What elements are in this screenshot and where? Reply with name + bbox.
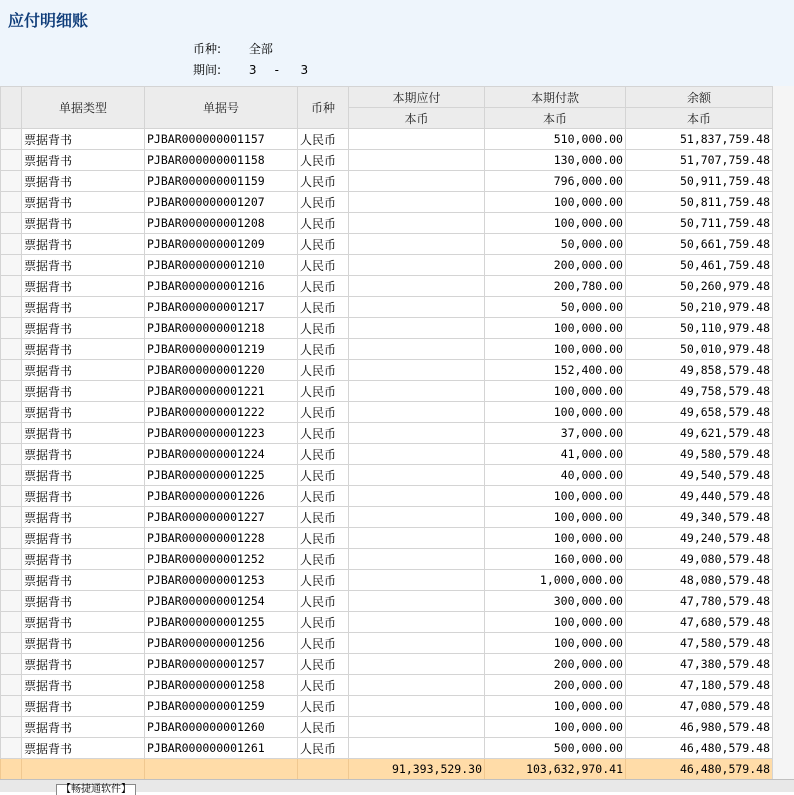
table-row[interactable] <box>1 129 773 150</box>
doc-no-cell[interactable]: PJBAR000000001218 <box>145 318 298 339</box>
currency-cell[interactable]: 人民币 <box>298 717 349 738</box>
subheader-paid-local[interactable]: 本币 <box>485 108 626 129</box>
currency-cell[interactable]: 人民币 <box>298 696 349 717</box>
doc-type-cell[interactable]: 票据背书 <box>22 549 145 570</box>
doc-no-cell[interactable]: PJBAR000000001258 <box>145 675 298 696</box>
table-row[interactable] <box>1 591 773 612</box>
currency-cell[interactable]: 人民币 <box>298 528 349 549</box>
table-row[interactable] <box>1 570 773 591</box>
table-row[interactable] <box>1 549 773 570</box>
subheader-balance-local[interactable]: 本币 <box>626 108 773 129</box>
currency-cell[interactable]: 人民币 <box>298 171 349 192</box>
balance-cell[interactable]: 50,711,759.48 <box>626 213 773 234</box>
row-selector[interactable] <box>1 654 22 675</box>
payable-cell[interactable] <box>349 612 485 633</box>
doc-type-cell[interactable]: 票据背书 <box>22 591 145 612</box>
currency-cell[interactable]: 人民币 <box>298 486 349 507</box>
paid-cell[interactable]: 100,000.00 <box>485 381 626 402</box>
balance-cell[interactable]: 49,580,579.48 <box>626 444 773 465</box>
row-selector[interactable] <box>1 738 22 759</box>
table-row[interactable] <box>1 444 773 465</box>
row-selector[interactable] <box>1 276 22 297</box>
doc-no-cell[interactable]: PJBAR000000001260 <box>145 717 298 738</box>
currency-cell[interactable]: 人民币 <box>298 507 349 528</box>
payable-cell[interactable] <box>349 150 485 171</box>
balance-cell[interactable]: 47,380,579.48 <box>626 654 773 675</box>
paid-cell[interactable]: 200,000.00 <box>485 675 626 696</box>
doc-type-cell[interactable]: 票据背书 <box>22 654 145 675</box>
doc-no-cell[interactable]: PJBAR000000001209 <box>145 234 298 255</box>
total-row-marker <box>1 759 22 780</box>
balance-cell[interactable]: 51,707,759.48 <box>626 150 773 171</box>
row-selector[interactable] <box>1 696 22 717</box>
row-selector[interactable] <box>1 297 22 318</box>
total-no-cell <box>145 759 298 780</box>
column-header-doc-type[interactable]: 单据类型 <box>22 87 145 129</box>
balance-cell[interactable]: 49,621,579.48 <box>626 423 773 444</box>
table-row[interactable] <box>1 402 773 423</box>
paid-cell[interactable]: 41,000.00 <box>485 444 626 465</box>
doc-type-cell[interactable]: 票据背书 <box>22 612 145 633</box>
currency-cell[interactable]: 人民币 <box>298 675 349 696</box>
currency-cell[interactable]: 人民币 <box>298 402 349 423</box>
paid-cell[interactable]: 200,780.00 <box>485 276 626 297</box>
doc-type-cell[interactable]: 票据背书 <box>22 402 145 423</box>
report-header <box>0 0 794 87</box>
paid-cell[interactable]: 160,000.00 <box>485 549 626 570</box>
row-selector[interactable] <box>1 150 22 171</box>
payable-cell[interactable] <box>349 318 485 339</box>
doc-type-cell[interactable]: 票据背书 <box>22 738 145 759</box>
payable-cell[interactable] <box>349 297 485 318</box>
doc-no-cell[interactable]: PJBAR000000001158 <box>145 150 298 171</box>
row-selector[interactable] <box>1 234 22 255</box>
table-row[interactable] <box>1 465 773 486</box>
table-row[interactable] <box>1 507 773 528</box>
doc-no-cell[interactable]: PJBAR000000001257 <box>145 654 298 675</box>
payable-cell[interactable] <box>349 633 485 654</box>
row-selector[interactable] <box>1 633 22 654</box>
doc-type-cell[interactable]: 票据背书 <box>22 696 145 717</box>
balance-cell[interactable]: 48,080,579.48 <box>626 570 773 591</box>
balance-cell[interactable]: 50,461,759.48 <box>626 255 773 276</box>
doc-type-cell[interactable]: 票据背书 <box>22 276 145 297</box>
period-separator: - <box>274 63 279 77</box>
payable-cell[interactable] <box>349 465 485 486</box>
balance-cell[interactable]: 50,811,759.48 <box>626 192 773 213</box>
paid-cell[interactable]: 510,000.00 <box>485 129 626 150</box>
row-selector[interactable] <box>1 423 22 444</box>
currency-cell[interactable]: 人民币 <box>298 549 349 570</box>
payable-cell[interactable] <box>349 360 485 381</box>
row-selector[interactable] <box>1 402 22 423</box>
doc-no-cell[interactable]: PJBAR000000001259 <box>145 696 298 717</box>
currency-cell[interactable]: 人民币 <box>298 381 349 402</box>
doc-type-cell[interactable]: 票据背书 <box>22 423 145 444</box>
doc-type-cell[interactable]: 票据背书 <box>22 360 145 381</box>
period-from: 3 <box>248 63 257 77</box>
table-row[interactable] <box>1 381 773 402</box>
table-row[interactable] <box>1 339 773 360</box>
row-header-corner <box>1 87 22 129</box>
table-row[interactable] <box>1 738 773 759</box>
row-selector[interactable] <box>1 360 22 381</box>
total-row <box>1 759 773 780</box>
paid-cell[interactable]: 100,000.00 <box>485 696 626 717</box>
currency-cell[interactable]: 人民币 <box>298 633 349 654</box>
paid-cell[interactable]: 50,000.00 <box>485 234 626 255</box>
paid-cell[interactable]: 37,000.00 <box>485 423 626 444</box>
currency-cell[interactable]: 人民币 <box>298 213 349 234</box>
doc-type-cell[interactable]: 票据背书 <box>22 339 145 360</box>
table-row[interactable] <box>1 213 773 234</box>
row-selector[interactable] <box>1 213 22 234</box>
doc-type-cell[interactable]: 票据背书 <box>22 234 145 255</box>
table-row[interactable] <box>1 360 773 381</box>
doc-type-cell[interactable]: 票据背书 <box>22 444 145 465</box>
balance-cell[interactable]: 47,580,579.48 <box>626 633 773 654</box>
currency-cell[interactable]: 人民币 <box>298 738 349 759</box>
table-row[interactable] <box>1 276 773 297</box>
balance-cell[interactable]: 47,180,579.48 <box>626 675 773 696</box>
currency-value: 全部 <box>248 42 273 56</box>
paid-cell[interactable]: 300,000.00 <box>485 591 626 612</box>
total-currency-cell <box>298 759 349 780</box>
doc-type-cell[interactable]: 票据背书 <box>22 318 145 339</box>
doc-no-cell[interactable]: PJBAR000000001256 <box>145 633 298 654</box>
table-row[interactable] <box>1 612 773 633</box>
doc-no-cell[interactable]: PJBAR000000001220 <box>145 360 298 381</box>
paid-cell[interactable]: 100,000.00 <box>485 339 626 360</box>
currency-cell[interactable]: 人民币 <box>298 318 349 339</box>
balance-cell[interactable]: 50,661,759.48 <box>626 234 773 255</box>
period-label: 期间: <box>193 63 222 77</box>
currency-cell[interactable]: 人民币 <box>298 255 349 276</box>
payable-cell[interactable] <box>349 696 485 717</box>
period-filter <box>193 61 308 78</box>
doc-no-cell[interactable]: PJBAR000000001207 <box>145 192 298 213</box>
doc-no-cell[interactable]: PJBAR000000001221 <box>145 381 298 402</box>
payable-cell[interactable] <box>349 591 485 612</box>
balance-cell[interactable]: 49,240,579.48 <box>626 528 773 549</box>
doc-type-cell[interactable]: 票据背书 <box>22 570 145 591</box>
balance-cell[interactable]: 50,260,979.48 <box>626 276 773 297</box>
doc-no-cell[interactable]: PJBAR000000001222 <box>145 402 298 423</box>
doc-type-cell[interactable]: 票据背书 <box>22 192 145 213</box>
column-header-payable[interactable]: 本期应付 <box>349 87 485 108</box>
currency-cell[interactable]: 人民币 <box>298 192 349 213</box>
payable-cell[interactable] <box>349 738 485 759</box>
table-row[interactable] <box>1 717 773 738</box>
balance-cell[interactable]: 46,480,579.48 <box>626 738 773 759</box>
doc-no-cell[interactable]: PJBAR000000001252 <box>145 549 298 570</box>
row-selector[interactable] <box>1 507 22 528</box>
table-row[interactable] <box>1 192 773 213</box>
row-selector[interactable] <box>1 339 22 360</box>
doc-no-cell[interactable]: PJBAR000000001210 <box>145 255 298 276</box>
paid-cell[interactable]: 100,000.00 <box>485 486 626 507</box>
doc-type-cell[interactable]: 票据背书 <box>22 213 145 234</box>
currency-cell[interactable]: 人民币 <box>298 423 349 444</box>
paid-cell[interactable]: 100,000.00 <box>485 612 626 633</box>
doc-type-cell[interactable]: 票据背书 <box>22 297 145 318</box>
payable-cell[interactable] <box>349 444 485 465</box>
balance-cell[interactable]: 50,110,979.48 <box>626 318 773 339</box>
table-row[interactable] <box>1 654 773 675</box>
table-row[interactable] <box>1 486 773 507</box>
row-selector[interactable] <box>1 717 22 738</box>
payable-cell[interactable] <box>349 192 485 213</box>
total-type-cell <box>22 759 145 780</box>
balance-cell[interactable]: 51,837,759.48 <box>626 129 773 150</box>
table-row[interactable] <box>1 423 773 444</box>
row-selector[interactable] <box>1 255 22 276</box>
currency-cell[interactable]: 人民币 <box>298 612 349 633</box>
balance-cell[interactable]: 47,680,579.48 <box>626 612 773 633</box>
paid-cell[interactable]: 100,000.00 <box>485 528 626 549</box>
payable-cell[interactable] <box>349 213 485 234</box>
doc-type-cell[interactable]: 票据背书 <box>22 381 145 402</box>
payable-cell[interactable] <box>349 528 485 549</box>
row-selector[interactable] <box>1 465 22 486</box>
payable-cell[interactable] <box>349 717 485 738</box>
balance-cell[interactable]: 50,210,979.48 <box>626 297 773 318</box>
column-header-balance[interactable]: 余额 <box>626 87 773 108</box>
payable-cell[interactable] <box>349 171 485 192</box>
column-header-paid[interactable]: 本期付款 <box>485 87 626 108</box>
payable-cell[interactable] <box>349 381 485 402</box>
paid-cell[interactable]: 200,000.00 <box>485 255 626 276</box>
currency-label: 币种: <box>193 42 222 56</box>
payable-cell[interactable] <box>349 402 485 423</box>
payable-cell[interactable] <box>349 276 485 297</box>
paid-cell[interactable]: 500,000.00 <box>485 738 626 759</box>
paid-cell[interactable]: 100,000.00 <box>485 192 626 213</box>
paid-cell[interactable]: 152,400.00 <box>485 360 626 381</box>
balance-cell[interactable]: 47,780,579.48 <box>626 591 773 612</box>
currency-cell[interactable]: 人民币 <box>298 234 349 255</box>
currency-cell[interactable]: 人民币 <box>298 591 349 612</box>
balance-cell[interactable]: 49,540,579.48 <box>626 465 773 486</box>
row-selector[interactable] <box>1 192 22 213</box>
doc-no-cell[interactable]: PJBAR000000001227 <box>145 507 298 528</box>
payable-cell[interactable] <box>349 234 485 255</box>
row-selector[interactable] <box>1 444 22 465</box>
doc-no-cell[interactable]: PJBAR000000001216 <box>145 276 298 297</box>
balance-cell[interactable]: 49,758,579.48 <box>626 381 773 402</box>
currency-cell[interactable]: 人民币 <box>298 654 349 675</box>
doc-no-cell[interactable]: PJBAR000000001228 <box>145 528 298 549</box>
table-row[interactable] <box>1 234 773 255</box>
paid-cell[interactable]: 100,000.00 <box>485 402 626 423</box>
column-header-doc-no[interactable]: 单据号 <box>145 87 298 129</box>
table-row[interactable] <box>1 150 773 171</box>
doc-type-cell[interactable]: 票据背书 <box>22 171 145 192</box>
balance-cell[interactable]: 49,080,579.48 <box>626 549 773 570</box>
payable-cell[interactable] <box>349 675 485 696</box>
doc-type-cell[interactable]: 票据背书 <box>22 150 145 171</box>
doc-no-cell[interactable]: PJBAR000000001261 <box>145 738 298 759</box>
balance-cell[interactable]: 50,911,759.48 <box>626 171 773 192</box>
paid-cell[interactable]: 100,000.00 <box>485 717 626 738</box>
payable-cell[interactable] <box>349 423 485 444</box>
balance-cell[interactable]: 46,980,579.48 <box>626 717 773 738</box>
right-empty-area <box>772 86 794 779</box>
ledger-table <box>0 86 773 780</box>
paid-cell[interactable]: 200,000.00 <box>485 654 626 675</box>
payable-cell[interactable] <box>349 654 485 675</box>
column-header-currency[interactable]: 币种 <box>298 87 349 129</box>
row-selector[interactable] <box>1 318 22 339</box>
doc-type-cell[interactable]: 票据背书 <box>22 465 145 486</box>
paid-cell[interactable]: 100,000.00 <box>485 507 626 528</box>
balance-cell[interactable]: 50,010,979.48 <box>626 339 773 360</box>
row-selector[interactable] <box>1 570 22 591</box>
doc-no-cell[interactable]: PJBAR000000001219 <box>145 339 298 360</box>
period-to: 3 <box>300 63 309 77</box>
payable-cell[interactable] <box>349 486 485 507</box>
total-paid: 103,632,970.41 <box>485 759 626 780</box>
doc-type-cell[interactable]: 票据背书 <box>22 528 145 549</box>
paid-cell[interactable]: 796,000.00 <box>485 171 626 192</box>
row-selector[interactable] <box>1 612 22 633</box>
doc-no-cell[interactable]: PJBAR000000001157 <box>145 129 298 150</box>
doc-type-cell[interactable]: 票据背书 <box>22 675 145 696</box>
balance-cell[interactable]: 49,340,579.48 <box>626 507 773 528</box>
table-row[interactable] <box>1 633 773 654</box>
row-selector[interactable] <box>1 528 22 549</box>
payable-cell[interactable] <box>349 549 485 570</box>
doc-type-cell[interactable]: 票据背书 <box>22 717 145 738</box>
total-balance: 46,480,579.48 <box>626 759 773 780</box>
currency-cell[interactable]: 人民币 <box>298 360 349 381</box>
doc-type-cell[interactable]: 票据背书 <box>22 255 145 276</box>
doc-type-cell[interactable]: 票据背书 <box>22 633 145 654</box>
row-selector[interactable] <box>1 381 22 402</box>
page-title: 应付明细账 <box>8 11 89 30</box>
total-payable: 91,393,529.30 <box>349 759 485 780</box>
currency-cell[interactable]: 人民币 <box>298 129 349 150</box>
table-row[interactable] <box>1 297 773 318</box>
currency-cell[interactable]: 人民币 <box>298 570 349 591</box>
doc-no-cell[interactable]: PJBAR000000001225 <box>145 465 298 486</box>
doc-no-cell[interactable]: PJBAR000000001159 <box>145 171 298 192</box>
paid-cell[interactable]: 40,000.00 <box>485 465 626 486</box>
doc-type-cell[interactable]: 票据背书 <box>22 486 145 507</box>
doc-no-cell[interactable]: PJBAR000000001254 <box>145 591 298 612</box>
paid-cell[interactable]: 100,000.00 <box>485 213 626 234</box>
paid-cell[interactable]: 100,000.00 <box>485 633 626 654</box>
table-row[interactable] <box>1 318 773 339</box>
paid-cell[interactable]: 50,000.00 <box>485 297 626 318</box>
currency-cell[interactable]: 人民币 <box>298 444 349 465</box>
table-row[interactable] <box>1 255 773 276</box>
balance-cell[interactable]: 47,080,579.48 <box>626 696 773 717</box>
balance-cell[interactable]: 49,658,579.48 <box>626 402 773 423</box>
table-body <box>1 129 773 759</box>
currency-cell[interactable]: 人民币 <box>298 297 349 318</box>
paid-cell[interactable]: 130,000.00 <box>485 150 626 171</box>
currency-filter <box>193 40 273 57</box>
row-selector[interactable] <box>1 129 22 150</box>
doc-no-cell[interactable]: PJBAR000000001208 <box>145 213 298 234</box>
doc-no-cell[interactable]: PJBAR000000001226 <box>145 486 298 507</box>
doc-no-cell[interactable]: PJBAR000000001217 <box>145 297 298 318</box>
balance-cell[interactable]: 49,440,579.48 <box>626 486 773 507</box>
payable-cell[interactable] <box>349 507 485 528</box>
currency-cell[interactable]: 人民币 <box>298 339 349 360</box>
payable-cell[interactable] <box>349 129 485 150</box>
currency-cell[interactable]: 人民币 <box>298 276 349 297</box>
doc-no-cell[interactable]: PJBAR000000001223 <box>145 423 298 444</box>
table-row[interactable] <box>1 528 773 549</box>
table-row[interactable] <box>1 171 773 192</box>
row-selector[interactable] <box>1 486 22 507</box>
doc-no-cell[interactable]: PJBAR000000001224 <box>145 444 298 465</box>
row-selector[interactable] <box>1 591 22 612</box>
table-row[interactable] <box>1 696 773 717</box>
balance-cell[interactable]: 49,858,579.48 <box>626 360 773 381</box>
doc-no-cell[interactable]: PJBAR000000001253 <box>145 570 298 591</box>
doc-type-cell[interactable]: 票据背书 <box>22 507 145 528</box>
sheet-tab[interactable]: 【畅捷通软件】 <box>56 784 136 795</box>
paid-cell[interactable]: 100,000.00 <box>485 318 626 339</box>
subheader-payable-local[interactable]: 本币 <box>349 108 485 129</box>
row-selector[interactable] <box>1 675 22 696</box>
payable-cell[interactable] <box>349 255 485 276</box>
payable-cell[interactable] <box>349 339 485 360</box>
paid-cell[interactable]: 1,000,000.00 <box>485 570 626 591</box>
currency-cell[interactable]: 人民币 <box>298 150 349 171</box>
table-row[interactable] <box>1 675 773 696</box>
doc-type-cell[interactable]: 票据背书 <box>22 129 145 150</box>
doc-no-cell[interactable]: PJBAR000000001255 <box>145 612 298 633</box>
currency-cell[interactable]: 人民币 <box>298 465 349 486</box>
row-selector[interactable] <box>1 171 22 192</box>
payable-cell[interactable] <box>349 570 485 591</box>
row-selector[interactable] <box>1 549 22 570</box>
